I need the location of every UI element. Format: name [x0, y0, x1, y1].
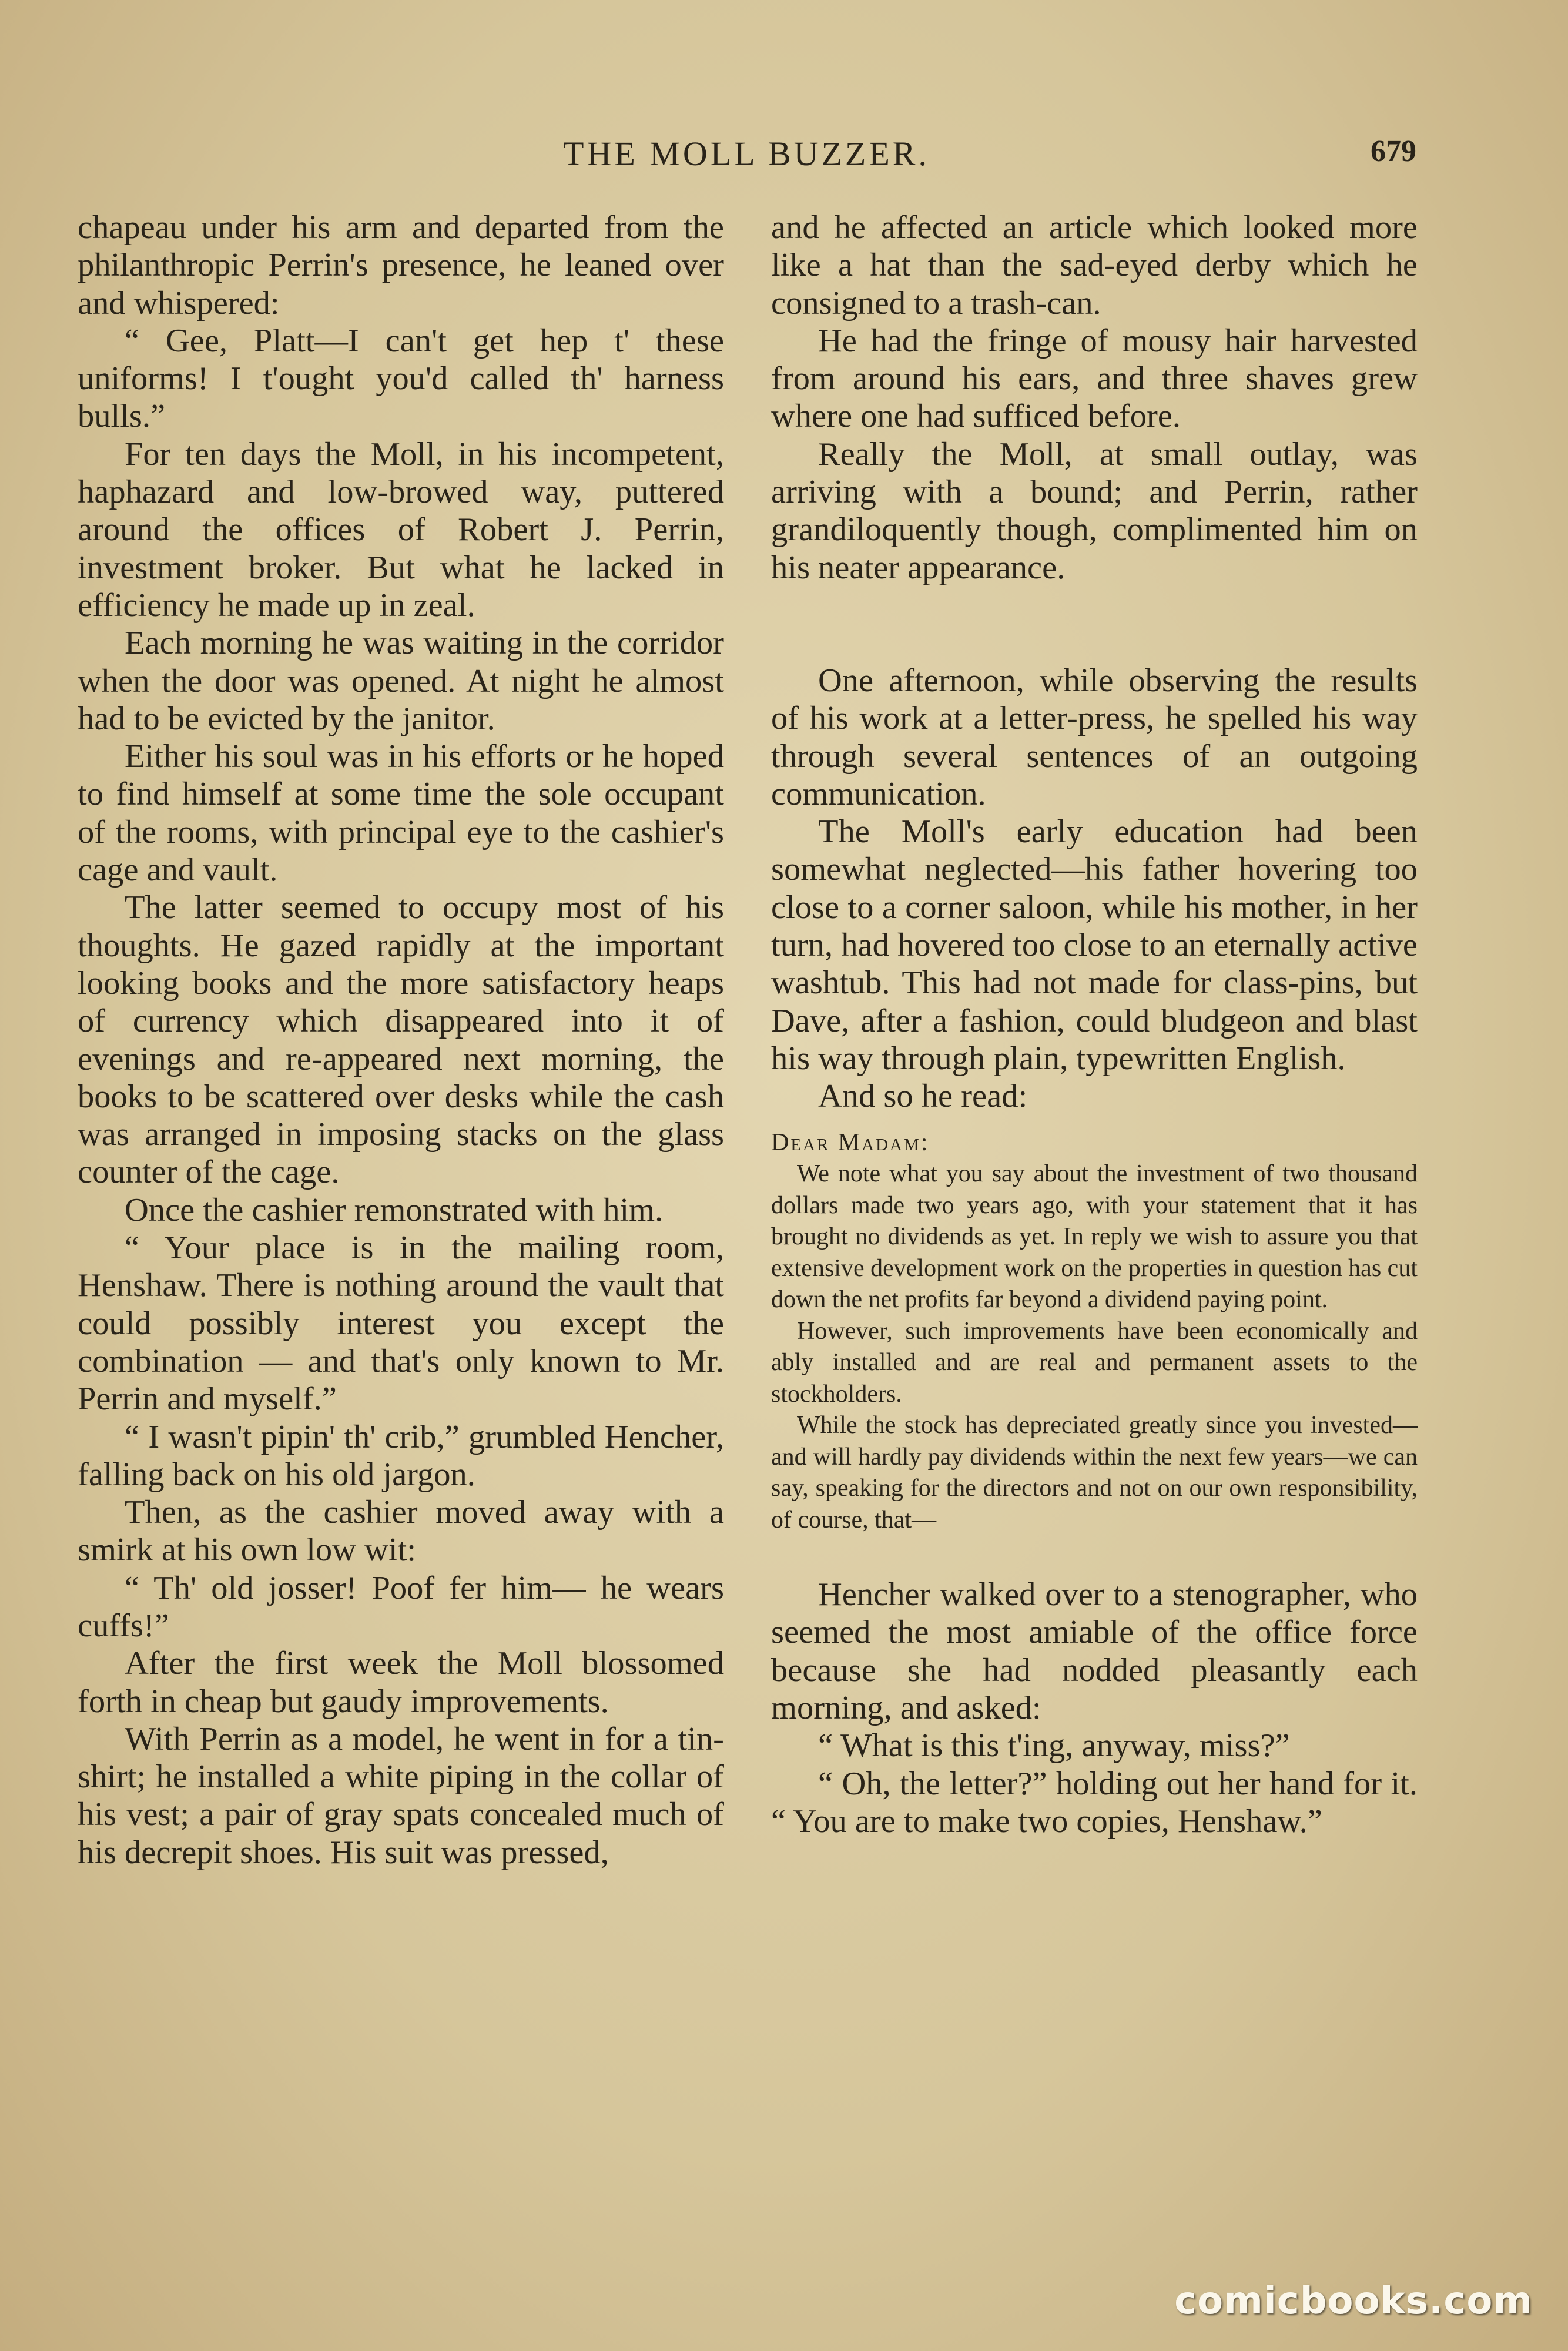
letter-salutation: Dear Madam: — [771, 1128, 930, 1156]
paragraph: Hencher walked over to a stenographer, who seemed the most amiable of the office force because she had nodded pleasantly each morning, and asked: — [771, 1576, 1418, 1726]
left-column — [78, 209, 724, 1871]
paragraph: Once the cashier remonstrated with him. — [125, 1191, 664, 1228]
paragraph: chapeau under his arm and departed from the philanthropic Perrin's presence, he leaned over and whispered: — [78, 209, 724, 321]
paragraph: With Perrin as a model, he went in for a tin-shirt; he installed a white piping in the collar of his vest; a pair of gray spats concealed much of his decrepit shoes. His suit was pressed, — [78, 1720, 724, 1871]
running-title: THE MOLL BUZZER. — [563, 135, 930, 173]
paragraph: And so he read: — [818, 1078, 1028, 1115]
page-number: 679 — [1371, 135, 1416, 168]
paragraph: and he affected an article which looked more like a hat than the sad-eyed derby which he consigned to a trash-can. — [771, 209, 1418, 321]
paragraph: “ Gee, Platt—I can't get hep t' these uniforms! I t'ought you'd called th' harness bulls.” — [78, 322, 724, 435]
paragraph: “ I wasn't pipin' th' crib,” grumbled Hencher, falling back on his old jargon. — [78, 1418, 724, 1493]
paragraph: The latter seemed to occupy most of his thoughts. He gazed rapidly at the important looking books and the more satisfactory heaps of currency which disappeared into it of evenings and re-appeared next morning, the books to be scattered over desks while the cash was arranged in imposing stacks on the glass counter of the cage. — [78, 889, 724, 1191]
paragraph: “ Your place is in the mailing room, Henshaw. There is nothing around the vault that could possibly interest you except the combination — and that's only known to Mr. Perrin and myself.” — [78, 1230, 724, 1418]
letter-paragraph: However, such improvements have been economically and ably installed and are real and permanent assets to the stockholders. — [771, 1317, 1418, 1408]
page-header — [76, 130, 1416, 183]
quoted-letter — [771, 1127, 1418, 1536]
paragraph: He had the fringe of mousy hair harvested from around his ears, and three shaves grew where one had sufficed before. — [771, 322, 1418, 435]
paragraph: “ Oh, the letter?” holding out her hand for it. “ You are to make two copies, Henshaw.” — [771, 1765, 1418, 1840]
paragraph: Then, as the cashier moved away with a smirk at his own low wit: — [78, 1494, 724, 1569]
paragraph: “ What is this t'ing, anyway, miss?” — [818, 1727, 1290, 1764]
paragraph: Really the Moll, at small outlay, was arriving with a bound; and Perrin, rather grandiloquently though, complimented him on his neater appearance. — [771, 436, 1418, 586]
paragraph: Either his soul was in his efforts or he hoped to find himself at some time the sole occupant of the rooms, with principal eye to the cashier's cage and vault. — [78, 738, 724, 889]
paragraph: For ten days the Moll, in his incompetent, haphazard and low-browed way, puttered around the offices of Robert J. Perrin, investment broker. But what he lacked in efficiency he made up in zeal. — [78, 436, 724, 624]
paragraph: One afternoon, while observing the results of his work at a letter-press, he spelled his way through several sentences of an outgoing communication. — [771, 662, 1418, 812]
right-column — [771, 209, 1418, 1840]
section-break — [771, 587, 1418, 662]
paragraph: “ Th' old josser! Poof fer him— he wears cuffs!” — [78, 1569, 724, 1644]
paragraph: The Moll's early education had been somewhat neglected—his father hovering too close to a corner saloon, while his mother, in her turn, had hovered too close to an eternally active washtub. This had not made for class-pins, but Dave, after a fashion, could bludgeon and blast his way through plain, typewritten English. — [771, 813, 1418, 1077]
paragraph: After the first week the Moll blossomed forth in cheap but gaudy improvements. — [78, 1645, 724, 1720]
letter-paragraph: While the stock has depreciated greatly since you invested—and will hardly pay dividends within the next few years—we can say, speaking for the directors and not on our own responsibility, of course, that— — [771, 1412, 1418, 1533]
paragraph: Each morning he was waiting in the corridor when the door was opened. At night he almost had to be evicted by the janitor. — [78, 625, 724, 737]
site-watermark: comicbooks.com — [1174, 2279, 1533, 2323]
letter-paragraph: We note what you say about the investment of two thousand dollars made two years ago, with your statement that it has brought no dividends as yet. In reply we wish to assure you that extensive development work on the properties in question has cut down the net profits far beyond a dividend paying point. — [771, 1160, 1418, 1314]
